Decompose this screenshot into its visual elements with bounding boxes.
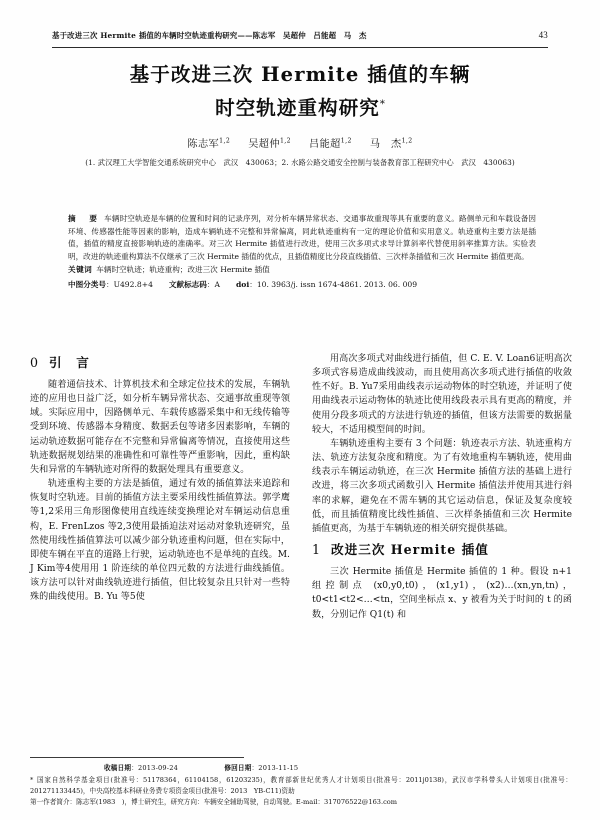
doccode-group: 文献标志码：A <box>168 279 220 289</box>
running-head-title: 基于改进三次 Hermite 插值的车辆时空轨迹重构研究——陈志军 吴超仲 吕能超 马 杰 <box>52 31 367 40</box>
funding-text: 国家自然科学基金项目(批准号：51178364，61104158，61203235)，教育部新世纪优秀人才计划项目(批准号：2011j0138)，武汉市学科带头人计划项目(批准号：201271133445)，中央高校基本科研业务费专项资金项目(批准号：2013 YB-C11)资助 <box>30 776 572 795</box>
author-4-affil: 1,2 <box>401 137 413 145</box>
section-heading-intro <box>30 352 290 374</box>
author-3 <box>309 139 352 150</box>
paper-title-line-1: 基于改进三次 Hermite 插值的车辆 <box>129 63 471 86</box>
author-2-affil: 1,2 <box>279 137 291 145</box>
classification-row <box>68 279 536 292</box>
sec1-paragraph-1: 三次 Hermite 插值是 Hermite 插值的 1 种。假设 n+1 组控制点 (x0,y0,t0)，(x1,y1)，(x2)…(xn,yn,tn)，t0<t1<t2<…<tn，空间坐标点 x、y 被看为关于时间的 t 的函数，分别记作 Q1(t) 和 <box>312 567 572 620</box>
header-divider <box>52 47 548 48</box>
abstract-text-wrap <box>68 213 536 263</box>
intro-paragraph-1: 随着通信技术、计算机技术和全球定位技术的发展，车辆轨迹的应用也日益广泛，如分析车辆异常状态、交通事故重现等领域。实际应用中，因路侧单元、车载传感器采集中和无线传输等受到环境、传感器本身精度、数据丢包等诸多因素影响，车辆的运动轨迹数据可能存在不完整和异常偏离等情况，直接使用这些轨迹数据规划结果的准确性和可靠性等严重影响，因此，重构缺失和异常的车辆轨迹对所得的数据处理具有重要意义。 <box>30 380 290 475</box>
clc-label: 中图分类号 <box>68 279 106 289</box>
funding-note <box>30 775 572 796</box>
author-2-name: 吴超仲 <box>248 138 280 150</box>
author-1-affil: 1,2 <box>219 137 231 145</box>
footer-dates <box>30 763 572 774</box>
received-date: 收稿日期：2013-09-24 <box>104 763 179 772</box>
title-footnote-marker: * <box>379 99 385 110</box>
footer-divider <box>30 757 244 758</box>
doi-label: doi <box>235 279 250 289</box>
received-value: 2013-09-24 <box>137 763 179 772</box>
abstract-label: 摘 要 <box>68 214 101 223</box>
received-label: 收稿日期 <box>104 763 132 772</box>
section-number-1: 1 <box>312 542 322 558</box>
intro-right-paragraph-2: 车辆轨迹重构主要有 3 个问题：轨迹表示方法、轨迹重构方法、轨迹方法复杂度和精度。为了有效地重构车辆轨迹，使用曲线表示车辆运动轨迹，在三次 Hermite 插值方法的基础上进行改进，将三次多项式函数引入 Hermite 插值法并使用其进行斜率的求解，避免在不需车辆的其它运动信息，保证及复杂度较低，而且插值精度比线性插值、三次样条插值和三次 Hermite 插值更高，为基于车辆轨迹的相关研究提供基础。 <box>312 438 572 534</box>
author-4-name: 马 杰 <box>369 138 402 150</box>
revised-value: 2013-11-15 <box>258 763 299 772</box>
author-4 <box>370 139 413 150</box>
author-3-name: 吕能超 <box>309 138 341 150</box>
author-3-affil: 1,2 <box>340 137 352 145</box>
revised-label: 修回日期 <box>224 763 252 772</box>
section-title-intro: 引 言 <box>49 355 90 370</box>
section-number-0: 0 <box>30 355 40 370</box>
clc-group: 中图分类号：U492.8+4 <box>68 279 153 289</box>
affiliation-line: (1. 武汉理工大学智能交通系统研究中心 武汉 430063；2. 水路公路交通安全控制与装备教育部工程研究中心 武汉 430063) <box>85 157 515 167</box>
footer-notes <box>30 763 572 808</box>
intro-paragraph-2: 轨迹重构主要的方法是插值，通过有效的插值算法来追踪和恢复时空轨迹。目前的插值方法主要采用线性插值算法。郭学鹰等1,2采用三角形图像使用直线连续变换理论对车辆运动信息重构，E. FrenLzos 等2,3使用最插迫法对运动对象轨迹研究，虽然使用线性插值算法可以减少部分轨迹重构问题，但在实际中，即使车辆在平直的道路上行驶，运动轨迹也不是单纯的直线。M. J Kim等4使用用 1 阶连续的单位四元数的方法进行曲线插值。该方法可以针对曲线轨迹进行插值，但比较复杂且只针对一些特殊的曲线使用。B. Yu 等5使 <box>30 479 290 603</box>
funding-marker: * <box>30 776 34 785</box>
paper-title-line-2-text: 时空轨迹重构研究 <box>215 96 380 120</box>
revised-date: 修回日期：2013-11-15 <box>224 763 299 772</box>
doccode-label: 文献标志码 <box>168 279 207 289</box>
doi-value: 10. 3963/j. issn 1674-4861. 2013. 06. 009 <box>256 279 418 289</box>
author-bio-note: 第一作者简介：陈志军(1983 )，博士研究生，研究方向：车辆安全辅助驾驶，自动驾驶。E-mail：317076522@163.com <box>30 798 397 807</box>
author-1 <box>187 139 230 150</box>
keywords-row <box>68 264 536 277</box>
abstract-block <box>68 213 536 292</box>
doi-group: doi：10. 3963/j. issn 1674-4861. 2013. 06. 009 <box>235 279 418 289</box>
author-1-name: 陈志军 <box>187 138 220 150</box>
intro-right-paragraph-1: 用高次多项式对曲线进行插值，但 C. E. V. Loan6证明高次多项式容易造成曲线波动，而且使用高次多项式进行插值的收敛性不好。B. Yu7采用曲线表示运动物体的时空轨迹，并证明了使用曲线表示运动物体的轨迹比使用线段表示具有更高的精度，并使用分段多项式的方法进行轨迹的插值，但该方法需要的数据量较大，不适用模型间的时间。 <box>312 354 572 435</box>
abstract-text: 车辆时空轨迹是车辆的位置和时间的记录序列，对分析车辆异常状态、交通事故重现等具有重要的意义。路侧单元和车载设备因环境、传感器性能等因素的影响，造成车辆轨迹不完整和异常偏离，同此轨迹重构有一定的理论价值和实用意义。轨迹重构主要方法是插值，插值的精度直接影响轨迹的准确率。对三次 Hermite 插值进行改进，使用三次多项式求导计算斜率代替使用斜率推算方法。实验表明，改进的轨迹重构算法不仅继承了三次 Hermite 插值的优点，且插值精度比分段直线插值、三次样条插值和三次 Hermite 插值更高。 <box>68 214 537 261</box>
doccode-value: A <box>214 279 220 289</box>
column-right <box>312 352 572 742</box>
running-head <box>52 30 548 41</box>
body-columns <box>30 352 572 742</box>
author-list <box>60 135 540 150</box>
column-left <box>30 352 290 742</box>
clc-value: U492.8+4 <box>113 279 153 289</box>
title-block <box>60 60 540 168</box>
keywords-label: 关键词 <box>68 265 93 275</box>
section-title-1: 改进三次 Hermite 插值 <box>331 542 489 558</box>
page-number: 43 <box>538 30 548 40</box>
paper-title-line-2 <box>60 90 540 124</box>
section-heading-1 <box>312 539 572 561</box>
author-2 <box>248 139 291 150</box>
keywords-text: 车辆时空轨迹；轨迹重构；改进三次 Hermite 插值 <box>96 265 270 275</box>
